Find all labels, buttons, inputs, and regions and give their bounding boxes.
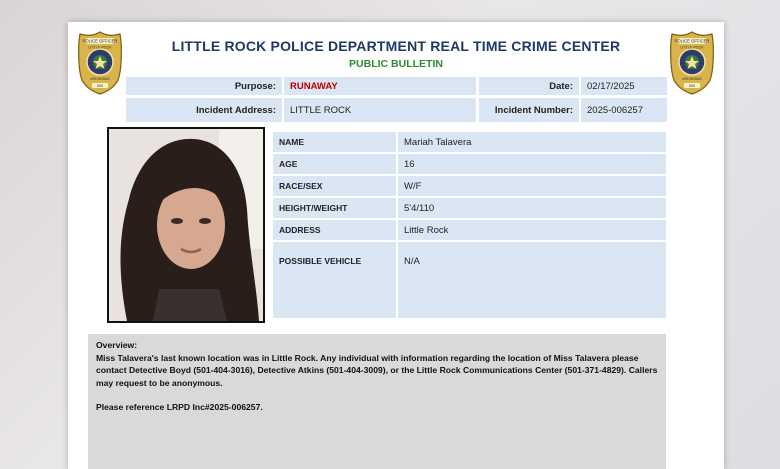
bulletin-title: LITTLE ROCK POLICE DEPARTMENT REAL TIME CRIME CENTER bbox=[171, 38, 621, 54]
svg-text:000: 000 bbox=[96, 84, 104, 88]
height-weight-label: HEIGHT/WEIGHT bbox=[273, 198, 396, 218]
overview-body: Miss Talavera's last known location was in Little Rock. Any individual with information regarding the location of Miss Talavera please contact Detective Boyd (501-404-3016), Detective Atkins (501-404-3009), or the Little Rock Communications Center (501-371-4829). Callers may request to be anonymous. bbox=[96, 352, 658, 388]
possible-vehicle-label: POSSIBLE VEHICLE bbox=[273, 242, 396, 318]
height-weight-value: 5'4/110 bbox=[398, 198, 666, 218]
incident-number-label: Incident Number: bbox=[479, 98, 579, 122]
address-value: Little Rock bbox=[398, 220, 666, 240]
overview-section bbox=[88, 334, 666, 469]
incident-number-value: 2025-006257 bbox=[581, 98, 667, 122]
bulletin-sheet bbox=[68, 22, 724, 469]
svg-text:ARKANSAS: ARKANSAS bbox=[90, 77, 110, 81]
incident-address-label: Incident Address: bbox=[126, 98, 282, 122]
overview-heading: Overview: bbox=[96, 340, 138, 350]
race-sex-label: RACE/SEX bbox=[273, 176, 396, 196]
date-value: 02/17/2025 bbox=[581, 77, 667, 95]
svg-text:LITTLE ROCK: LITTLE ROCK bbox=[88, 45, 112, 50]
date-label: Date: bbox=[479, 77, 579, 95]
purpose-label: Purpose: bbox=[126, 77, 282, 95]
svg-text:POLICE OFFICER: POLICE OFFICER bbox=[82, 38, 118, 44]
purpose-value: RUNAWAY bbox=[284, 77, 476, 95]
name-value: Mariah Talavera bbox=[398, 132, 666, 152]
svg-text:POLICE OFFICER: POLICE OFFICER bbox=[674, 38, 710, 44]
possible-vehicle-value: N/A bbox=[398, 242, 666, 318]
svg-text:LITTLE ROCK: LITTLE ROCK bbox=[680, 45, 704, 50]
age-label: AGE bbox=[273, 154, 396, 174]
bulletin-subtitle: PUBLIC BULLETIN bbox=[349, 58, 443, 70]
overview-reference: Please reference LRPD Inc#2025-006257. bbox=[96, 402, 263, 412]
incident-address-value: LITTLE ROCK bbox=[284, 98, 476, 122]
subject-photo bbox=[107, 127, 265, 323]
svg-text:ARKANSAS: ARKANSAS bbox=[682, 77, 702, 81]
race-sex-value: W/F bbox=[398, 176, 666, 196]
age-value: 16 bbox=[398, 154, 666, 174]
svg-text:000: 000 bbox=[688, 84, 696, 88]
address-label: ADDRESS bbox=[273, 220, 396, 240]
name-label: NAME bbox=[273, 132, 396, 152]
